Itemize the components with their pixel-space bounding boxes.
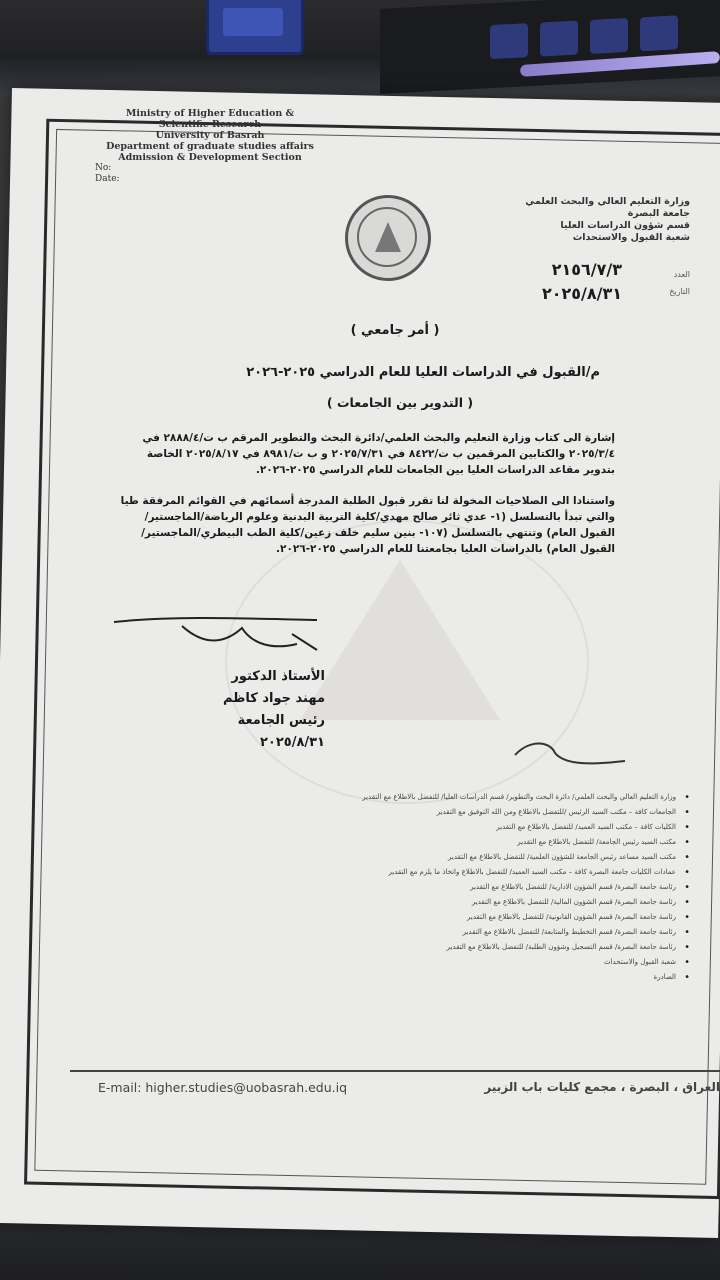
footer-divider xyxy=(70,1070,720,1072)
letterhead-ar-line: وزارة التعليم العالي والبحث العلمي xyxy=(525,196,690,207)
cc-item: الكليات كافة – مكتب السيد العميد/ للتفضل بالاطلاع مع التقدير • xyxy=(330,820,690,835)
cc-item: مكتب السيد مساعد رئيس الجامعة للشؤون العلمية/ للتفضل بالاطلاع مع التقدير • xyxy=(330,850,690,865)
reference-date: ٢٠٢٥/٨/٣١ xyxy=(541,284,622,303)
reference-number: ٢١٥٦/٧/٣ xyxy=(551,260,622,279)
cc-item: رئاسة جامعة البصرة/ قسم التخطيط والمتابعة/ للتفضل بالاطلاع مع التقدير • xyxy=(330,925,690,940)
cc-list xyxy=(330,790,690,985)
keyboard-key xyxy=(540,21,578,57)
ref-number-label: العدد xyxy=(673,270,690,279)
footer-email: E-mail: higher.studies@uobasrah.edu.iq xyxy=(98,1080,348,1095)
cc-item: الجامعات كافة – مكتب السيد الرئيس /للتفضل بالاطلاع ومن الله التوفيق مع التقدير • xyxy=(330,805,690,820)
desk-background xyxy=(0,0,720,95)
letterhead-ar-line: قسم شؤون الدراسات العليا xyxy=(560,220,690,231)
subject-line: م/القبول في الدراسات العليا للعام الدراسي ٢٠٢٥-٢٠٢٦ xyxy=(246,365,600,380)
letterhead-en-line: University of Basrah xyxy=(155,130,265,141)
blue-device xyxy=(206,0,304,55)
letterhead-ar-line: جامعة البصرة xyxy=(627,208,690,219)
order-title: ( أمر جامعي ) xyxy=(350,323,440,338)
paragraph-reference: إشارة الى كتاب وزارة التعليم والبحث العلمي/دائرة البحث والتطوير المرقم ب ت/٢٨٨٨/٤ في ٢٠٢٥/٣/٤ والكتابين المرقمين ب ت/٨٤٢٢ في ٢٠٢٥/٧/٣١ و ب ت/٨٩٨١ في ٢٠٢٥/٨/١٧ الخاصة بتدوير مقاعد الدراسات العليا بين الجامعات للعام الدراسي ٢٠٢٥-٢٠٢٦. xyxy=(142,432,615,476)
keyboard xyxy=(380,0,720,94)
keyboard-key xyxy=(640,15,678,51)
letterhead-en-line: Ministry of Higher Education & xyxy=(125,108,295,119)
cc-item: وزارة التعليم العالي والبحث العلمي/ دائرة البحث والتطوير/ قسم الدراسات العليا/ للتفضل بالاطلاع مع التقدير • xyxy=(330,790,690,805)
cc-item: مكتب السيد رئيس الجامعة/ للتفضل بالاطلاع مع التقدير • xyxy=(330,835,690,850)
paragraph-decision: واستنادا الى الصلاحيات المخولة لنا تقرر قبول الطلبة المدرجة أسمائهم في القوائم المرفقة طيا والتي تبدأ بالتسلسل (١- عدي ثائر صالح مهدي/كلية التربية البدنية وعلوم الرياضة/الماجستير/القبول العام) وتنتهي بالتسلسل (١٠٧- بنين سليم خلف زعين/كلية الطب البيطري/الماجستير/القبول العام) بالدراسات العليا بجامعتنا للعام الدراسي ٢٠٢٥-٢٠٢٦. xyxy=(120,495,615,555)
university-seal-icon xyxy=(345,195,431,281)
signatory-position: رئيس الجامعة xyxy=(237,713,325,728)
keyboard-key xyxy=(590,18,628,54)
letterhead-date-label: Date: xyxy=(95,174,120,184)
letterhead-no-label: No: xyxy=(95,163,112,173)
letterhead-en-line: Scientific Research xyxy=(158,119,262,130)
footer-address: العراق ، البصرة ، مجمع كليات باب الزبير xyxy=(484,1080,720,1094)
signature-date: ٢٠٢٥/٨/٣١ xyxy=(259,735,325,750)
cc-item: الصادرة • xyxy=(330,970,690,985)
signatory-title: الأستاذ الدكتور xyxy=(231,669,325,684)
signature-block xyxy=(145,666,325,754)
letterhead-en-line: Department of graduate studies affairs xyxy=(106,141,314,152)
letterhead-ar-line: شعبة القبول والاستحداث xyxy=(572,232,690,243)
ref-date-label: التاريخ xyxy=(669,287,690,296)
initials-signature xyxy=(510,735,630,775)
cc-item: عمادات الكليات جامعة البصرة كافة – مكتب السيد العميد/ للتفضل بالاطلاع واتخاذ ما يلزم مع التقدير • xyxy=(330,865,690,880)
president-signature xyxy=(112,614,322,654)
cc-item: رئاسة جامعة البصرة/ قسم الشؤون الادارية/ للتفضل بالاطلاع مع التقدير • xyxy=(330,880,690,895)
cc-item: رئاسة جامعة البصرة/ قسم الشؤون المالية/ للتفضل بالاطلاع مع التقدير • xyxy=(330,895,690,910)
signatory-name: مهند جواد كاظم xyxy=(222,691,325,706)
subject-subtitle: ( التدوير بين الجامعات ) xyxy=(326,395,474,410)
cc-item: شعبة القبول والاستحداث • xyxy=(330,955,690,970)
keyboard-key xyxy=(490,23,528,59)
cc-item: رئاسة جامعة البصرة/ قسم الشؤون القانونية/ للتفضل بالاطلاع مع التقدير • xyxy=(330,910,690,925)
cc-item: رئاسة جامعة البصرة/ قسم التسجيل وشؤون الطلبة/ للتفضل بالاطلاع مع التقدير • xyxy=(330,940,690,955)
letterhead-english xyxy=(95,108,325,185)
letterhead-arabic xyxy=(450,196,690,244)
letterhead-en-line: Admission & Development Section xyxy=(118,152,302,163)
